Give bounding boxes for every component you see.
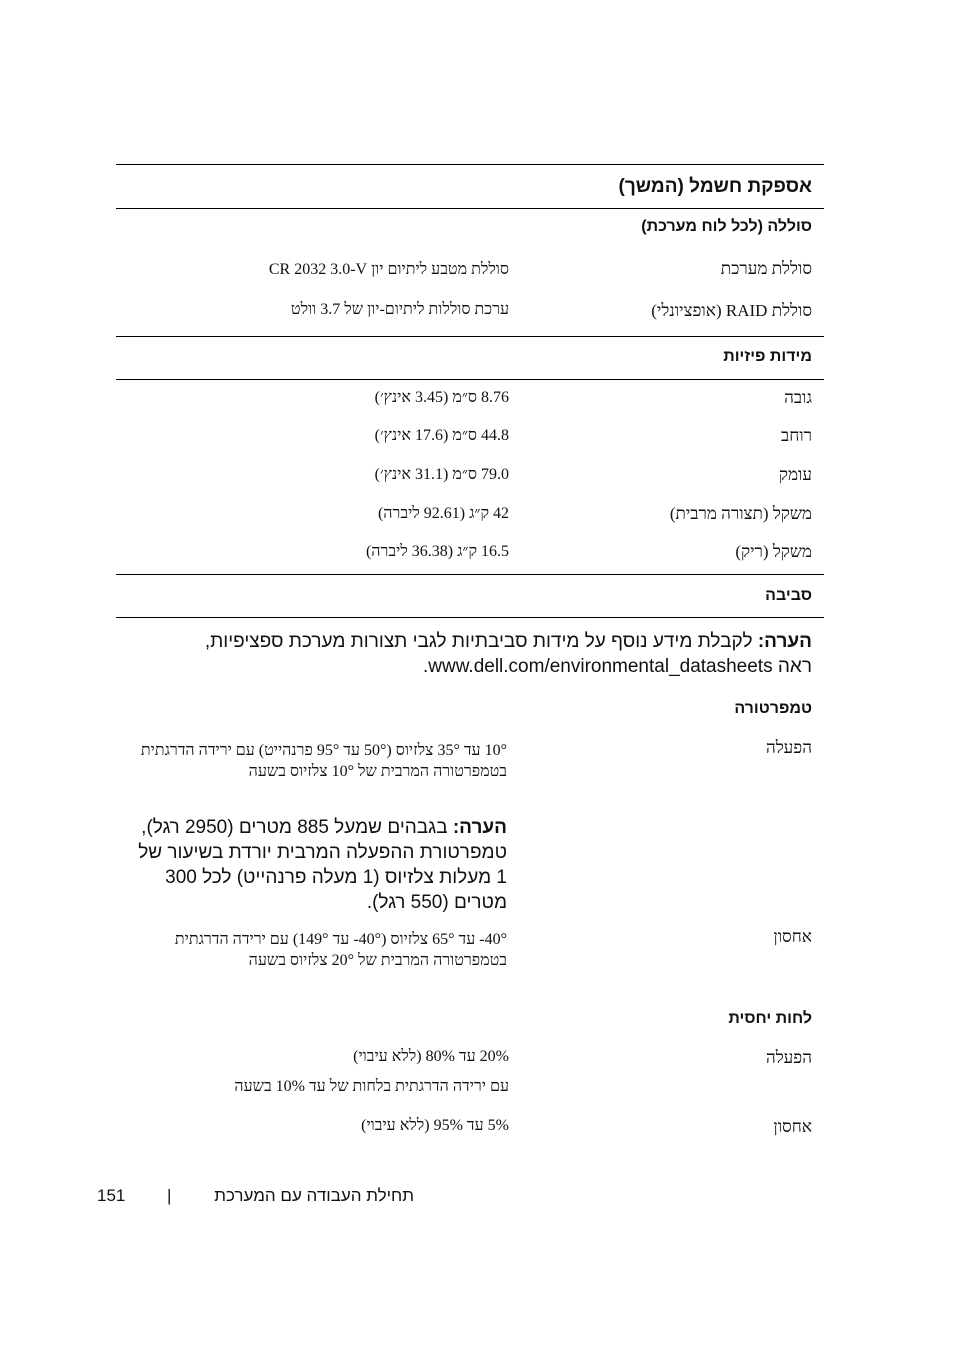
note-text: לקבלת מידע נוסף על מידות סביבתיות לגבי תצורות מערכת ספציפיות, ראה www.dell.com/environmental_datasheets. (204, 631, 812, 677)
divider (116, 336, 824, 337)
altitude-note-text: בגבהים שמעל 885 מטרים (2950 רגל), טמפרטורת ההפעלה המרבית יורדת בשיעור של 1 מעלות צלזיוס (1 מעלה פרנהייט) לכל 300 מטרים (550 רגל). (138, 817, 507, 913)
physical-value-weight-empty: 16.5 ק״ג (36.38 ליברה) (365, 543, 509, 560)
footer-separator: | (167, 1186, 172, 1205)
humidity-operating-value: 20% עד 80% (ללא עיבוי) (353, 1048, 509, 1065)
humidity-heading: לחות יחסית (728, 1010, 812, 1027)
altitude-note (127, 815, 507, 915)
physical-label-height: גובה (784, 388, 812, 407)
physical-label-depth: עומק (778, 465, 812, 484)
battery-value-raid: ערכת סוללות ליתיום-יון של 3.7 וולט (290, 301, 509, 318)
temperature-storage-label: אחסון (773, 927, 812, 946)
humidity-operating-value-2: עם ירידה הדרגתית בלחות של עד 10% בשעה (234, 1078, 509, 1095)
page-number: 151 (97, 1186, 126, 1205)
humidity-storage-label: אחסון (773, 1117, 812, 1136)
physical-label-weight-max: משקל (תצורה מרבית) (669, 504, 812, 523)
footer-title: תחילת העבודה עם המערכת (214, 1186, 414, 1205)
physical-heading: מידות פיזיות (723, 348, 812, 365)
environmental-note (192, 629, 812, 679)
top-rule (116, 164, 824, 165)
physical-value-depth: 79.0 ס״מ (31.1 אינץ׳) (374, 466, 509, 483)
temperature-operating-value: 10° עד 35° צלזיוס (50° עד 95° פרנהייט) עם ירידה הדרגתית בטמפרטורה המרבית של 10° צלזיוס בשעה (140, 742, 507, 780)
physical-value-height: 8.76 ס״מ (3.45 אינץ׳) (374, 389, 509, 406)
battery-value-system: סוללת מטבע ליתיום יון CR 2032 3.0-V (268, 261, 509, 278)
temperature-operating-label: הפעלה (765, 738, 812, 757)
physical-label-width: רוחב (781, 426, 812, 445)
physical-label-weight-empty: משקל (ריק) (735, 542, 812, 561)
temperature-heading: טמפרטורה (734, 700, 812, 717)
divider (116, 379, 824, 380)
altitude-note-label: הערה: (452, 817, 507, 838)
environmental-heading: סביבה (765, 587, 812, 604)
divider (116, 574, 824, 575)
battery-heading: סוללה (לכל לוח מערכת) (641, 218, 812, 235)
humidity-storage-value: 5% עד 95% (ללא עיבוי) (361, 1117, 509, 1134)
divider (116, 208, 824, 209)
physical-value-width: 44.8 ס״מ (17.6 אינץ׳) (374, 427, 509, 444)
battery-label-system: סוללת מערכת (720, 259, 812, 278)
divider (116, 617, 824, 618)
humidity-operating-label: הפעלה (765, 1048, 812, 1067)
temperature-storage-value: 40°- עד 65° צלזיוס (40°- עד 149°) עם ירידה הדרגתית בטמפרטורה המרבית של 20° צלזיוס בשעה (174, 931, 507, 969)
physical-value-weight-max: 42 ק״ג (92.61 ליברה) (377, 505, 509, 522)
note-label: הערה: (757, 631, 812, 652)
battery-label-raid: סוללת RAID (אופציונלי) (651, 301, 812, 320)
section-title: אספקת חשמל (המשך) (618, 176, 812, 197)
